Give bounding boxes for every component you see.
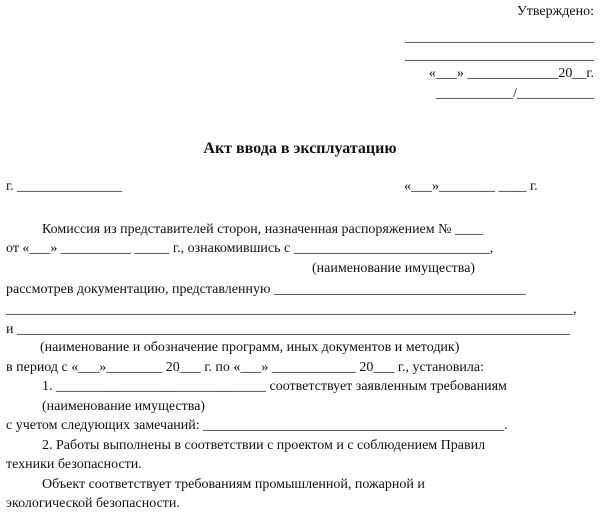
caption-property-name: (наименование имущества) (312, 261, 476, 276)
body-line-4: _________________________________________________________________________________, (6, 302, 577, 317)
document-title: Акт ввода в эксплуатацию (203, 140, 397, 157)
caption-programs: (наименование и обозначение программ, иных документов и методик) (40, 340, 460, 355)
body-line-9: 2. Работы выполнены в соответствии с проектом и с соблюдением Правил (42, 438, 486, 453)
body-line-12: экологической безопасности. (6, 496, 180, 511)
approval-label: Утверждено: (516, 4, 594, 19)
approval-date-line: «___» _____________20__г. (428, 66, 594, 81)
body-line-7: 1. ______________________________ соответствует заявленным требованиям (42, 379, 507, 394)
date-line: «___»________ ____ г. (404, 179, 538, 194)
approval-line-1: ___________________________ (405, 30, 594, 45)
body-line-2: от «___» __________ _____ г., ознакомившись с ____________________________, (6, 241, 494, 256)
body-line-8: с учетом следующих замечаний: ___________________________________________. (6, 418, 508, 433)
body-line-5: и _______________________________________________________________________________ (6, 322, 570, 337)
body-line-10: техники безопасности. (6, 457, 142, 472)
body-line-6: в период с «___»________ 20___ г. по «___» ____________ 20___ г., установила: (6, 360, 484, 375)
caption-property-name-2: (наименование имущества) (42, 399, 206, 414)
approval-signature-line: ___________/___________ (436, 86, 594, 101)
approval-line-2: ___________________________ (405, 48, 594, 63)
city-line: г. _______________ (6, 179, 123, 194)
body-line-11: Объект соответствует требованиям промышленной, пожарной и (42, 477, 425, 492)
body-line-1: Комиссия из представителей сторон, назначенная распоряжением № ____ (42, 222, 483, 237)
body-line-3: рассмотрев документацию, представленную ____________________________________ (6, 282, 526, 297)
